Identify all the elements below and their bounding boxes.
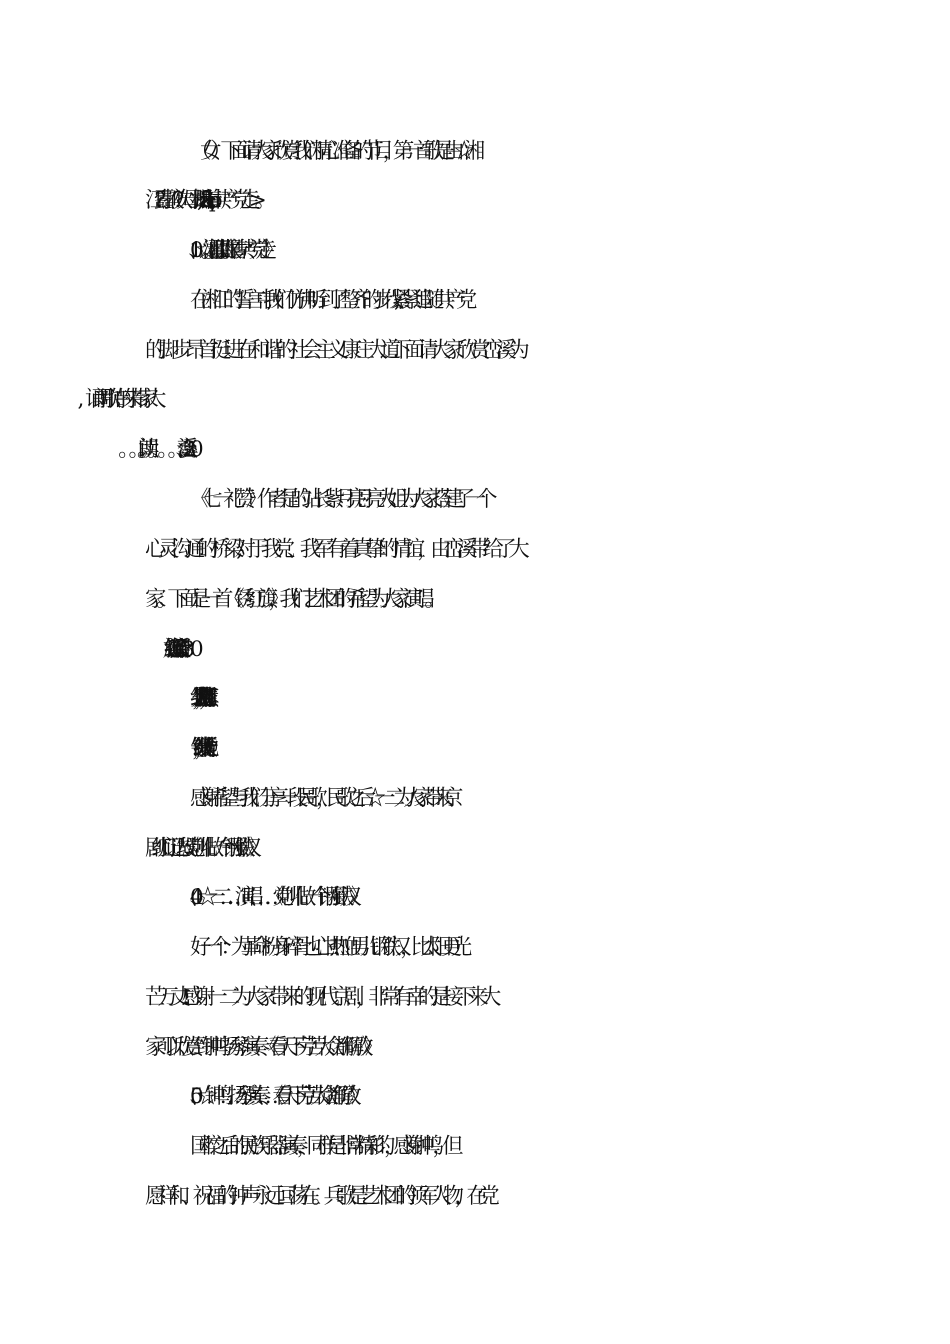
- text-line: 家可以欣赏到钟鸣扬琴演奏《看天下劳苦大众都解放》: [145, 1035, 372, 1060]
- text-line: 线儿长，针儿密，我用仰慕锈红旗，: [190, 686, 200, 711]
- text-line: [145, 385, 950, 415]
- text-line: 一针针，一线线，绣出一片新天地。: [190, 736, 200, 761]
- text-line: 《七一礼赞》作者是的站长紫月亮.月亮大姐为大家搭建了一个: [190, 487, 488, 512]
- text-line: 芒万丈!!感谢一二为大家带来的现代京剧，非常有幸的是接下来大: [145, 985, 493, 1010]
- text-line: 江?蠹掖?吹母柢?amp;lt;跟着共产党走>。: [145, 188, 265, 213]
- text-line: （女）下面请大家欣赏我们精心准备的节目，第一首歌是由☆湘: [190, 139, 474, 164]
- text-line: 愿祥和、祝福的钟声永远回荡在。兵歌是艺术团的领军人物，在党: [145, 1184, 491, 1209]
- text-line: [190, 635, 950, 665]
- text-line: 剧红灯记选段：《党叫儿做一个钢强铁汉》: [145, 836, 253, 861]
- text-line: 心灵沟通的桥梁,对于我党、我军有着真挚的情谊，由峦溪带给了大: [145, 537, 522, 562]
- text-line: 05、☆钟鸣…扬琴演奏…《看天下劳苦大众都解放》: [190, 1084, 356, 1109]
- text-line: 的脚步昂首挺进在和谐的社会主义康庄大道.下面请大家欣赏峦溪为: [145, 338, 522, 363]
- text-line: [190, 435, 950, 465]
- text-line: 国粹之后的民族乐器演奏，同样是非常精彩的，感谢钟鸣，但: [190, 1134, 452, 1159]
- text-line: 好一个：为革命粉身碎骨也心甘!热血男儿钢铁汉，比太阳更光: [190, 935, 461, 960]
- text-line: 感谢希望与我们分享一段民歌，民歌之后☆一二为大家带来京: [190, 786, 452, 811]
- text-line: 04、☆一二……演唱……《党叫儿做一个钢强铁汉》: [190, 885, 356, 910]
- text-line: 01、☆湘江。。。。。歌曲。。《跟着共产党走》: [190, 238, 270, 263]
- text-line: 家。下面是一首《锈红旗》，我们艺术团的希望为大家演唱。: [145, 587, 436, 612]
- text-line: 在湘江的誓言中,我们仿佛听到了整齐的步伐,紧紧追随共产党: [190, 288, 467, 313]
